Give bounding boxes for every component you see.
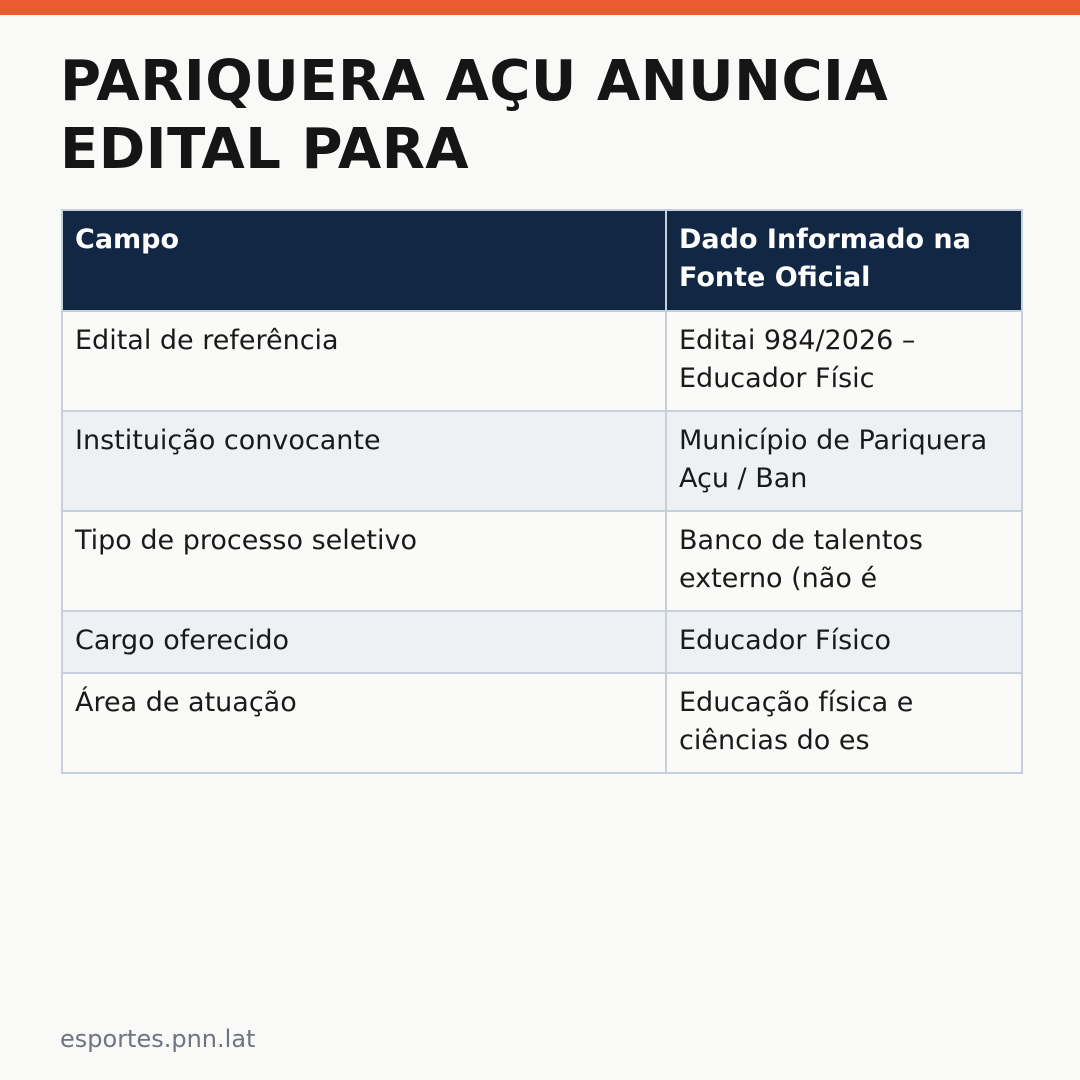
column-header-campo: Campo <box>62 210 666 311</box>
column-header-dado: Dado Informado na Fonte Oficial <box>666 210 1022 311</box>
value-cell: Município de Pariquera Açu / Ban <box>666 411 1022 511</box>
table-row <box>62 411 1022 511</box>
value-cell: Editai 984/2026 – Educador Físic <box>666 311 1022 411</box>
field-cell: Instituição convocante <box>62 411 666 511</box>
table-row <box>62 311 1022 411</box>
source-url[interactable]: esportes.pnn.lat <box>60 1025 256 1053</box>
field-cell: Tipo de processo seletivo <box>62 511 666 611</box>
value-cell: Educação física e ciências do es <box>666 673 1022 773</box>
field-cell: Cargo oferecido <box>62 611 666 673</box>
value-cell: Educador Físico <box>666 611 1022 673</box>
headline-line-1: PARIQUERA AÇU ANUNCIA <box>60 49 889 114</box>
info-table <box>61 209 1023 774</box>
headline-line-2: EDITAL PARA <box>60 117 470 182</box>
table-row <box>62 611 1022 673</box>
field-cell: Área de atuação <box>62 673 666 773</box>
accent-top-bar <box>0 0 1080 15</box>
table-row <box>62 673 1022 773</box>
value-cell: Banco de talentos externo (não é <box>666 511 1022 611</box>
headline <box>60 48 1020 184</box>
table-row <box>62 511 1022 611</box>
table-header-row <box>62 210 1022 311</box>
field-cell: Edital de referência <box>62 311 666 411</box>
